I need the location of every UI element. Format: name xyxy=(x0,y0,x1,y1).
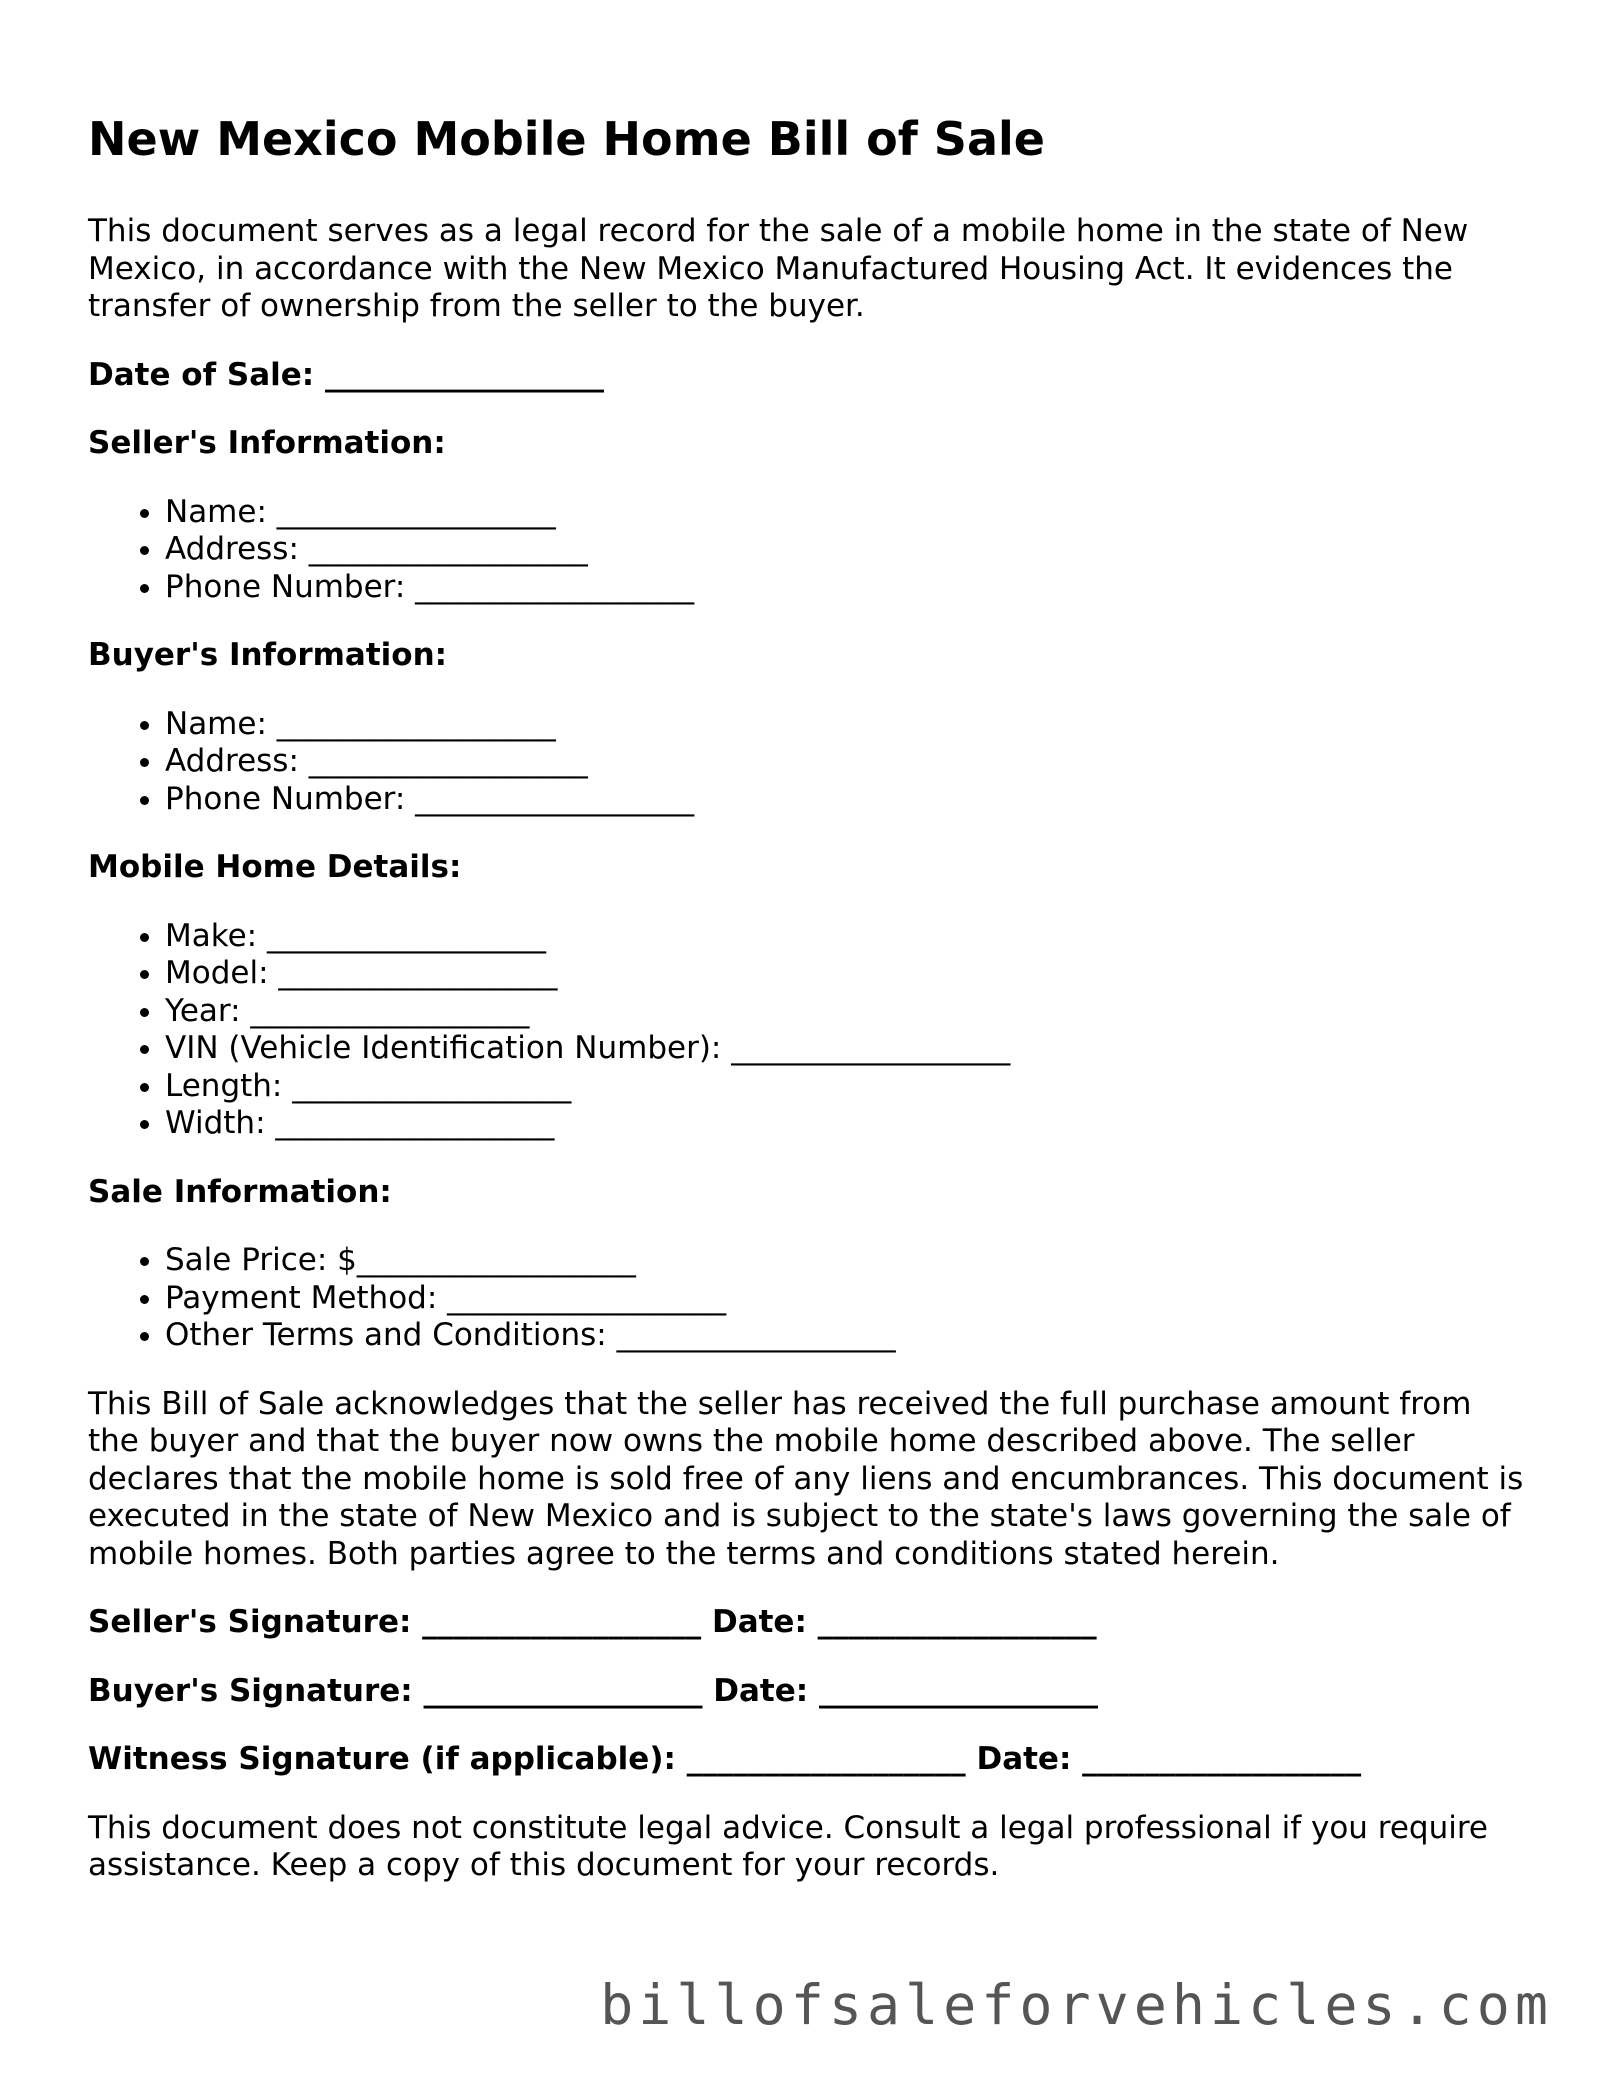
model-field: • Model: __________________ xyxy=(165,955,1528,993)
site-watermark: billofsaleforvehicles.com xyxy=(600,1973,1553,2037)
witness-signature-line: Witness Signature (if applicable): __________________ Date: __________________ xyxy=(88,1741,1362,1777)
disclaimer-paragraph: This document does not constitute legal advice. Consult a legal professional if you require assistance. Keep a copy of this document for your records. xyxy=(88,1809,1488,1883)
length-field: • Length: __________________ xyxy=(165,1068,1528,1106)
mobile-home-heading: Mobile Home Details: xyxy=(88,849,462,885)
closing-paragraph: This Bill of Sale acknowledges that the seller has received the full purchase amount from the buyer and that the buyer now owns the mobile home described above. The seller declares that the mobile home is sold free of any liens and encumbrances. This document is executed in the state of New Mexico and is subject to the state's laws governing the sale of mobile homes. Both parties agree to the terms and conditions stated herein. xyxy=(88,1385,1524,1572)
document-title: New Mexico Mobile Home Bill of Sale xyxy=(88,112,1045,166)
sale-list xyxy=(88,1242,1528,1355)
intro-paragraph: This document serves as a legal record for the sale of a mobile home in the state of New Mexico, in accordance with the New Mexico Manufactured Housing Act. It evidences the transfer of ownership from the seller to the buyer. xyxy=(88,213,1469,324)
width-field: • Width: __________________ xyxy=(165,1105,1528,1143)
other-terms-field: • Other Terms and Conditions: __________________ xyxy=(165,1317,1528,1355)
make-field: • Make: __________________ xyxy=(165,918,1528,956)
document-page xyxy=(88,108,1528,1885)
buyer-signature-line: Buyer's Signature: __________________ Date: __________________ xyxy=(88,1672,1098,1709)
seller-heading: Seller's Information: xyxy=(88,425,446,461)
buyer-heading: Buyer's Information: xyxy=(88,637,448,673)
buyer-list xyxy=(88,706,1528,819)
vin-field: • VIN (Vehicle Identification Number): __________________ xyxy=(165,1030,1528,1068)
year-field: • Year: __________________ xyxy=(165,993,1528,1031)
seller-signature-line: Seller's Signature: __________________ Date: __________________ xyxy=(88,1604,1097,1640)
payment-method-field: • Payment Method: __________________ xyxy=(165,1280,1528,1318)
seller-list xyxy=(88,494,1528,607)
mobile-home-list xyxy=(88,918,1528,1143)
date-of-sale-field: Date of Sale: __________________ xyxy=(88,356,604,393)
seller-address-field: • Address: __________________ xyxy=(165,531,1528,569)
seller-name-field: • Name: __________________ xyxy=(165,494,1528,532)
seller-phone-field: • Phone Number: __________________ xyxy=(165,569,1528,607)
buyer-address-field: • Address: __________________ xyxy=(165,743,1528,781)
buyer-name-field: • Name: __________________ xyxy=(165,706,1528,744)
buyer-phone-field: • Phone Number: __________________ xyxy=(165,781,1528,819)
sale-price-field: • Sale Price: $__________________ xyxy=(165,1242,1528,1280)
sale-heading: Sale Information: xyxy=(88,1173,392,1210)
